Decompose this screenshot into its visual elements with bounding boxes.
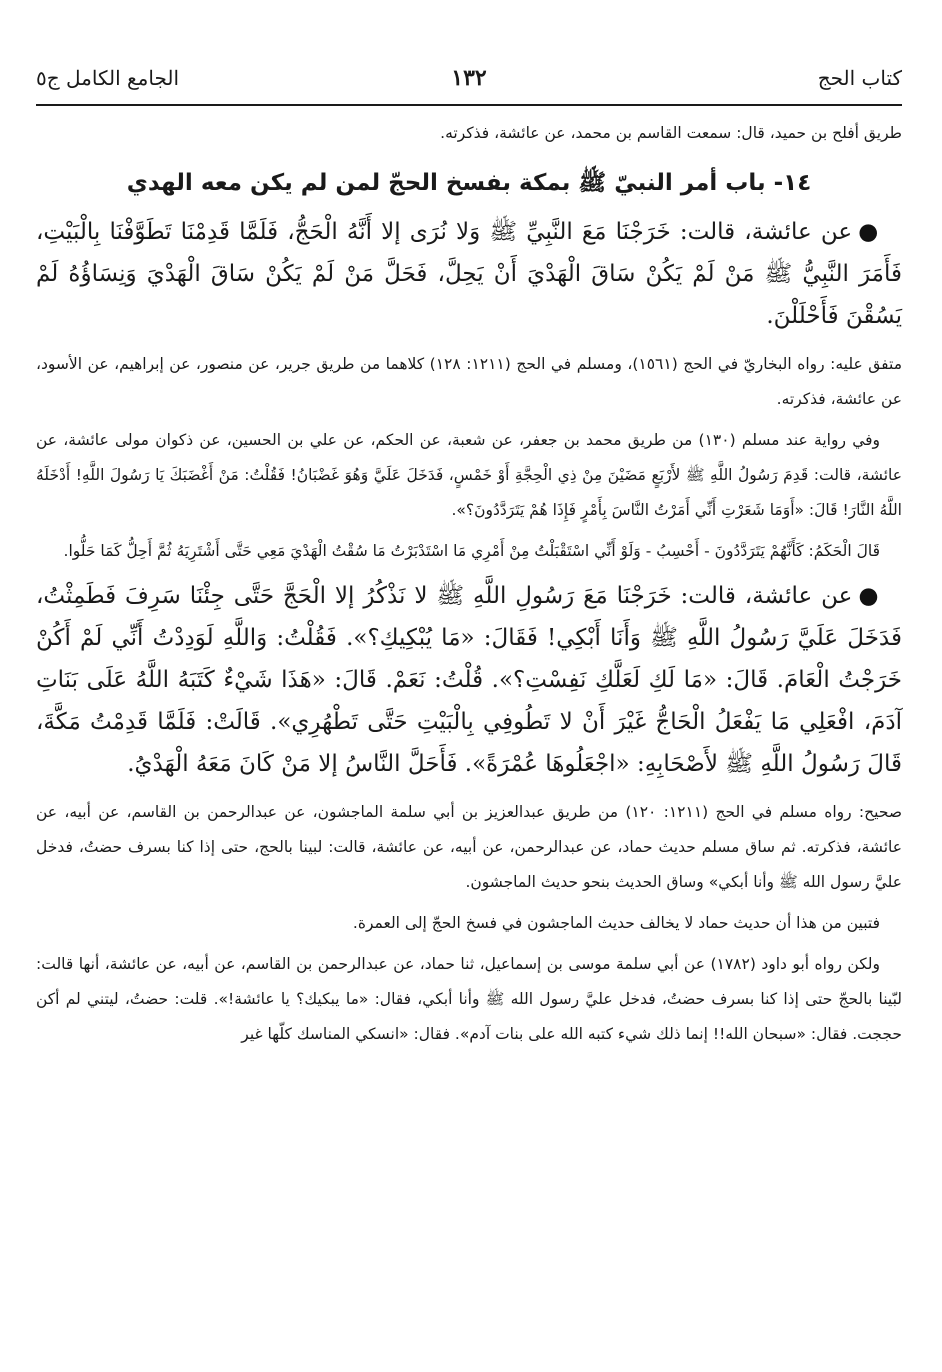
page-number: ١٣٢	[451, 65, 487, 91]
header-chapter-title: كتاب الحج	[817, 66, 902, 90]
commentary-paragraph: فتبين من هذا أن حديث حماد لا يخالف حديث الماجشون في فسخ الحجّ إلى العمرة.	[352, 914, 880, 932]
hadith-text	[36, 211, 902, 337]
hadith-body: عن عائشة، قالت: خَرَجْنَا مَعَ النَّبِيِّ ﷺ وَلا نُرَى إلا أَنَّهُ الْحَجُّ، فَلَمَّا قَدِمْنَا تَطَوَّفْنَا بِالْبَيْتِ، فَأَمَرَ النَّبِيُّ ﷺ مَنْ لَمْ يَكُنْ سَاقَ الْهَدْيَ أَنْ يَحِلَّ، فَحَلَّ مَنْ لَمْ يَكُنْ سَاقَ الْهَدْيَ وَنِسَاؤُهُ لَمْ يَسُقْنَ فَأَحْلَلْنَ.	[36, 219, 902, 329]
book-page	[36, 0, 902, 1372]
takhrij-paragraph: متفق عليه: رواه البخاريّ في الحج (١٥٦١)، ومسلم في الحج (١٢١١: ١٢٨) كلاهما من طريق جرير، عن منصور، عن إبراهيم، عن الأسود، عن عائشة، فذكرته.	[36, 355, 902, 408]
header-book-title: الجامع الكامل ج٥	[36, 66, 180, 90]
takhrij-paragraph: صحيح: رواه مسلم في الحج (١٢١١: ١٢٠) من طريق عبدالعزيز بن أبي سلمة الماجشون، عن عبدالرحمن بن القاسم، عن أبيه، عن عائشة، فذكرته. ثم ساق مسلم حديث حماد، عن عبدالرحمن، عن أبيه، عن عائشة، قالت: لبينا بالحج، حتى إذا كنا بسرف حضتُ، فدخل عليَّ رسول الله ﷺ وأنا أبكي» وساق الحديث بنحو حديث الماجشون.	[36, 803, 902, 891]
header-divider	[36, 104, 902, 106]
running-header	[36, 58, 902, 98]
hadith-text	[36, 575, 902, 785]
commentary-paragraph: ولكن رواه أبو داود (١٧٨٢) عن أبي سلمة موسى بن إسماعيل، ثنا حماد، عن عبدالرحمن بن القاسم، عن أبيه، عن عائشة، أنها قالت: لبّينا بالحجّ حتى إذا كنا بسرف حضتُ، فدخل عليَّ رسول الله ﷺ وأنا أبكي، فقال: «ما يبكيك؟ يا عائشة!». قلت: حضتُ، ليتني لم أكن حججت. فقال: «سبحان الله!! إنما ذلك شيء كتبه الله على بنات آدم». فقال: «انسكي المناسك كلّها غير	[36, 955, 902, 1043]
hadith-body: عن عائشة، قالت: خَرَجْنَا مَعَ رَسُولِ اللَّهِ ﷺ لا نَذْكُرُ إلا الْحَجَّ حَتَّى جِئْنَا سَرِفَ فَطَمِثْتُ، فَدَخَلَ عَلَيَّ رَسُولُ اللَّهِ ﷺ وَأَنَا أَبْكِي! فَقَالَ: «مَا يُبْكِيكِ؟». فَقُلْتُ: وَاللَّهِ لَوَدِدْتُ أَنِّي لَمْ أَكُنْ خَرَجْتُ الْعَامَ. قَالَ: «مَا لَكِ لَعَلَّكِ نَفِسْتِ؟». قُلْتُ: نَعَمْ. قَالَ: «هَذَا شَيْءٌ كَتَبَهُ اللَّهُ عَلَى بَنَاتِ آدَمَ، افْعَلِي مَا يَفْعَلُ الْحَاجُّ غَيْرَ أَنْ لا تَطُوفِي بِالْبَيْتِ حَتَّى تَطْهُرِي». قَالَتْ: فَلَمَّا قَدِمْتُ مَكَّةَ، قَالَ رَسُولُ اللَّهِ ﷺ لأَصْحَابِهِ: «اجْعَلُوهَا عُمْرَةً». فَأَحَلَّ النَّاسُ إلا مَنْ كَانَ مَعَهُ الْهَدْيُ.	[36, 583, 902, 777]
narration-paragraph: قَالَ الْحَكَمُ: كَأَنَّهُمْ يَتَرَدَّدُونَ - أَحْسِبُ - وَلَوْ أَنِّي اسْتَقْبَلْتُ مِنْ أَمْرِي مَا اسْتَدْبَرْتُ مَا سُقْتُ الْهَدْيَ مَعِي حَتَّى أَشْتَرِيَهُ ثُمَّ أَحِلُّ كَمَا حَلُّوا.	[63, 542, 880, 560]
bullet-icon: ●	[858, 583, 880, 609]
chapter-heading: ١٤- باب أمر النبيّ ﷺ بمكة بفسخ الحجّ لمن لم يكن معه الهدي	[126, 170, 812, 196]
continuation-paragraph: طريق أفلح بن حميد، قال: سمعت القاسم بن محمد، عن عائشة، فذكرته.	[440, 124, 902, 142]
page-body	[36, 116, 902, 1052]
bullet-icon: ●	[858, 219, 880, 245]
narration-paragraph: وفي رواية عند مسلم (١٣٠) من طريق محمد بن جعفر، عن شعبة، عن الحكم، عن علي بن الحسين، عن ذكوان مولى عائشة، عن عائشة، قالت: قَدِمَ رَسُولُ اللَّهِ ﷺ لأَرْبَعٍ مَضَيْنَ مِنْ ذِي الْحِجَّةِ أَوْ خَمْسٍ، فَدَخَلَ عَلَيَّ وَهُوَ غَضْبَانُ! فَقُلْتُ: مَنْ أَغْضَبَكَ يَا رَسُولَ اللَّهِ! أَدْخَلَهُ اللَّهُ النَّارَ! قَالَ: «أَوَمَا شَعَرْتِ أَنِّي أَمَرْتُ النَّاسَ بِأَمْرٍ فَإِذَا هُمْ يَتَرَدَّدُونَ؟».	[36, 431, 902, 519]
